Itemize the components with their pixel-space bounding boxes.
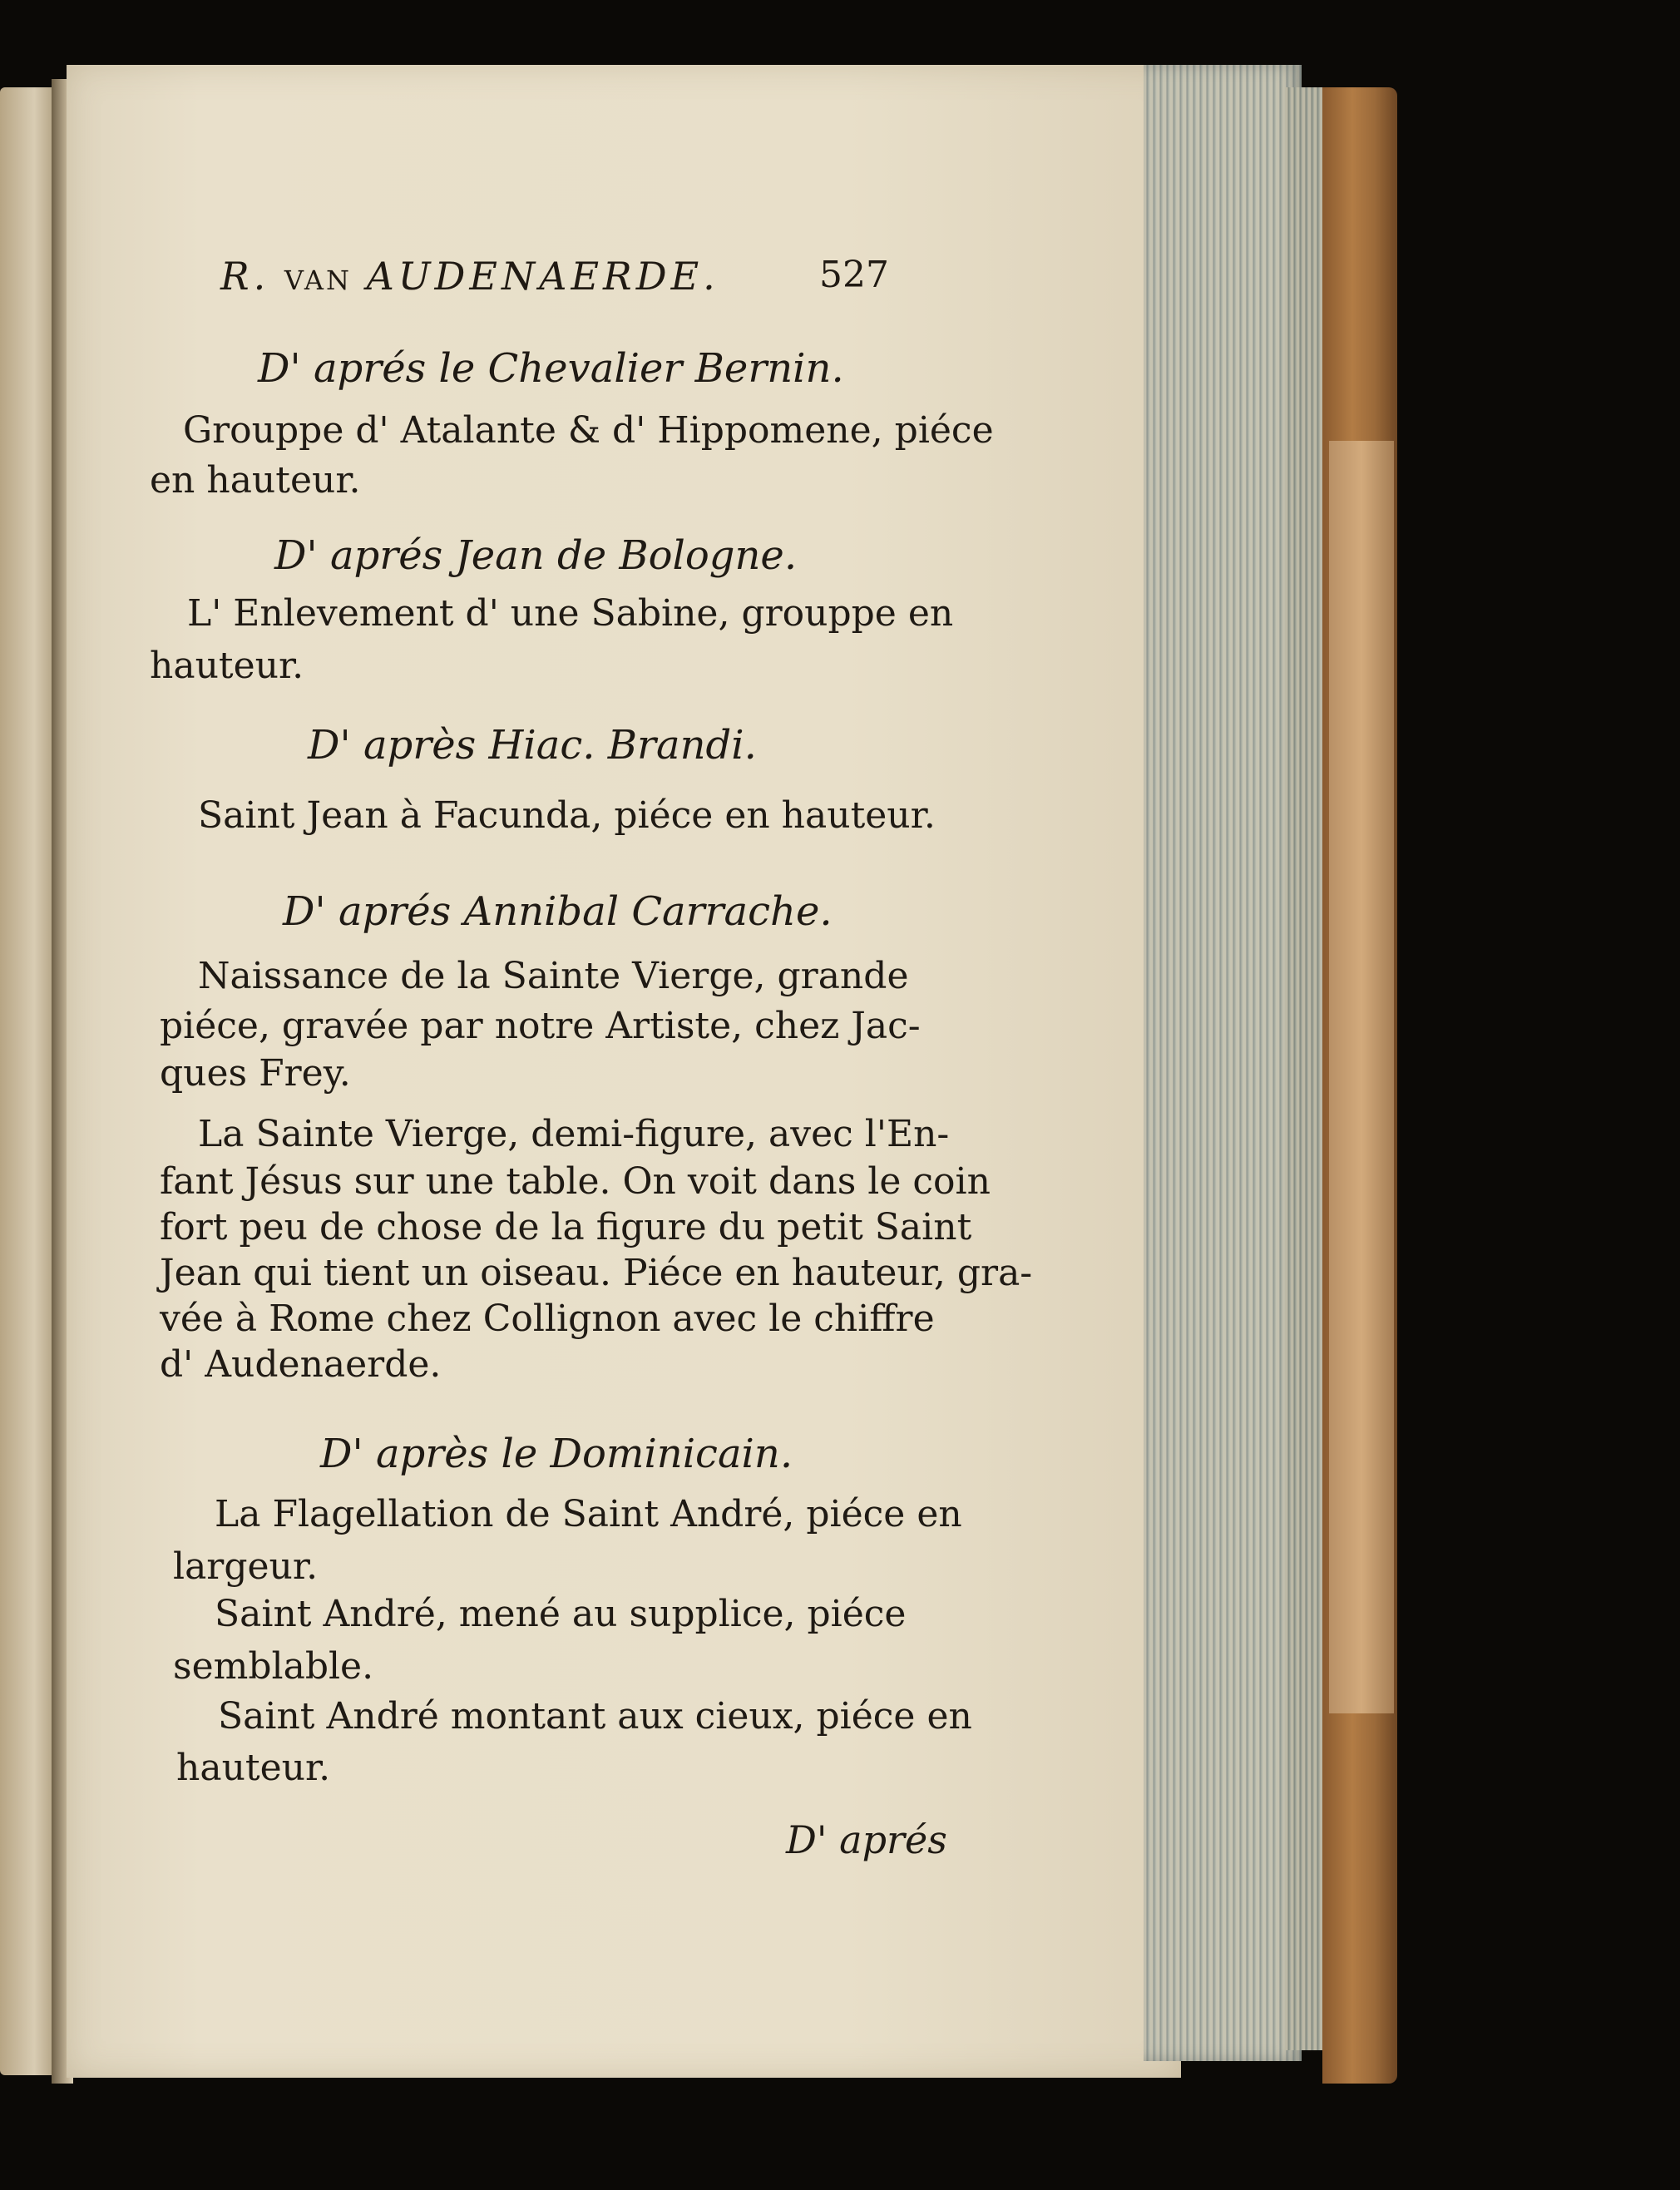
text-line: L' Enlevement d' une Sabine, grouppe en (187, 592, 954, 635)
running-head-van: VAN (284, 264, 352, 296)
section-heading: D' aprés Annibal Carrache. (283, 888, 833, 935)
text-line: hauteur. (150, 645, 304, 687)
page-edges-outer (1285, 87, 1327, 2050)
section-heading: D' aprés Jean de Bologne. (274, 532, 798, 579)
text-line: Jean qui tient un oiseau. Piéce en hauteur, gra- (160, 1252, 1033, 1294)
text-line: La Sainte Vierge, demi-figure, avec l'En- (198, 1113, 950, 1155)
running-head-initial: R. (220, 254, 270, 299)
page-number: 527 (819, 254, 889, 296)
running-head-name: AUDENAERDE. (366, 254, 719, 299)
running-head (220, 254, 719, 299)
text-line: fort peu de chose de la figure du petit Saint (160, 1206, 972, 1248)
text-line: largeur. (173, 1545, 319, 1588)
section-heading: D' après le Dominicain. (320, 1431, 793, 1477)
text-line: Saint Jean à Facunda, piéce en hauteur. (198, 794, 936, 837)
text-line: Saint André, mené au supplice, piéce (215, 1593, 907, 1635)
section-heading: D' après Hiac. Brandi. (308, 722, 757, 769)
text-line: La Flagellation de Saint André, piéce en (215, 1493, 962, 1535)
page-edges (1144, 65, 1302, 2061)
text-line: en hauteur. (150, 459, 361, 502)
text-line: Grouppe d' Atalante & d' Hippomene, piéce (183, 409, 994, 452)
text-line: Naissance de la Sainte Vierge, grande (198, 955, 909, 997)
text-line: piéce, gravée par notre Artiste, chez Jac- (160, 1005, 921, 1047)
text-line: d' Audenaerde. (160, 1343, 442, 1386)
text-line: Saint André montant aux cieux, piéce en (218, 1695, 972, 1738)
cover-band (1329, 441, 1394, 1713)
text-line: vée à Rome chez Collignon avec le chiffre (160, 1298, 935, 1340)
text-line: ques Frey. (160, 1052, 351, 1095)
text-line: semblable. (173, 1645, 374, 1688)
text-line: hauteur. (176, 1747, 331, 1789)
catchword: D' aprés (786, 1817, 947, 1862)
section-heading: D' aprés le Chevalier Bernin. (258, 345, 844, 392)
text-line: fant Jésus sur une table. On voit dans le coin (160, 1160, 991, 1203)
